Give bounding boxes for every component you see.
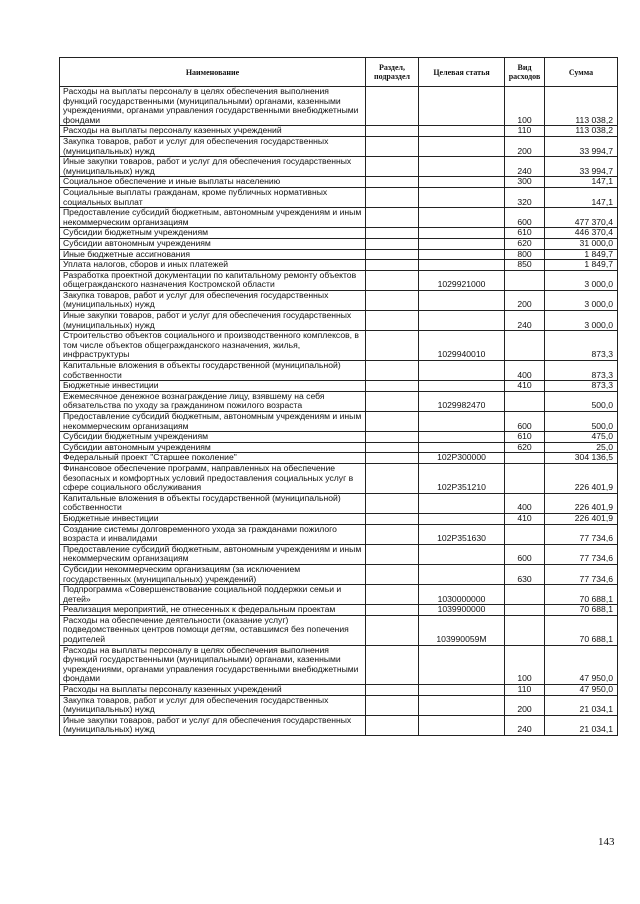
table-row <box>60 524 618 544</box>
table-row <box>60 270 618 290</box>
cell-kind: 620 <box>505 238 545 249</box>
table-row <box>60 187 618 207</box>
cell-sum: 21 034,1 <box>545 695 618 715</box>
cell-kind: 240 <box>505 311 545 331</box>
cell-sum: 226 401,9 <box>545 493 618 513</box>
cell-section <box>366 228 419 239</box>
cell-section <box>366 391 419 411</box>
cell-target <box>419 228 505 239</box>
cell-kind: 200 <box>505 290 545 310</box>
cell-target <box>419 442 505 453</box>
cell-name: Уплата налогов, сборов и иных платежей <box>60 260 366 271</box>
table-row <box>60 381 618 392</box>
cell-name: Предоставление субсидий бюджетным, автономным учреждениям и иным некоммерческим организациям <box>60 544 366 564</box>
cell-sum: 77 734,6 <box>545 544 618 564</box>
table-row <box>60 260 618 271</box>
table-row <box>60 157 618 177</box>
cell-target: 103990059М <box>419 615 505 645</box>
cell-target <box>419 412 505 432</box>
cell-name: Закупка товаров, работ и услуг для обеспечения государственных (муниципальных) нужд <box>60 290 366 310</box>
cell-section <box>366 381 419 392</box>
cell-kind <box>505 524 545 544</box>
cell-target <box>419 715 505 735</box>
cell-section <box>366 695 419 715</box>
cell-name: Подпрограмма «Совершенствование социальной поддержки семьи и детей» <box>60 585 366 605</box>
cell-target <box>419 695 505 715</box>
cell-name: Предоставление субсидий бюджетным, автономным учреждениям и иным некоммерческим организациям <box>60 412 366 432</box>
cell-target <box>419 290 505 310</box>
cell-section <box>366 493 419 513</box>
cell-target <box>419 157 505 177</box>
cell-name: Предоставление субсидий бюджетным, автономным учреждениям и иным некоммерческим организациям <box>60 208 366 228</box>
table-row <box>60 695 618 715</box>
cell-section <box>366 524 419 544</box>
cell-kind <box>505 391 545 411</box>
cell-name: Финансовое обеспечение программ, направленных на обеспечение безопасных и комфортных условий предоставления социальных услуг в сфере социального обслуживания <box>60 463 366 493</box>
header-sum: Сумма <box>545 58 618 87</box>
cell-kind: 400 <box>505 493 545 513</box>
table-row <box>60 311 618 331</box>
table-row <box>60 412 618 432</box>
cell-kind: 600 <box>505 544 545 564</box>
cell-target <box>419 432 505 443</box>
cell-kind: 100 <box>505 645 545 684</box>
cell-kind: 200 <box>505 695 545 715</box>
cell-target <box>419 513 505 524</box>
cell-sum: 3 000,0 <box>545 290 618 310</box>
cell-sum: 3 000,0 <box>545 311 618 331</box>
cell-kind: 610 <box>505 228 545 239</box>
table-row <box>60 177 618 188</box>
cell-sum: 70 688,1 <box>545 605 618 616</box>
cell-kind: 240 <box>505 715 545 735</box>
table-row <box>60 228 618 239</box>
cell-sum: 1 849,7 <box>545 249 618 260</box>
cell-section <box>366 564 419 584</box>
cell-target <box>419 493 505 513</box>
table-row <box>60 126 618 137</box>
header-target: Целевая статья <box>419 58 505 87</box>
cell-sum: 1 849,7 <box>545 260 618 271</box>
cell-name: Иные бюджетные ассигнования <box>60 249 366 260</box>
cell-kind: 610 <box>505 432 545 443</box>
cell-section <box>366 585 419 605</box>
cell-target: 102P351630 <box>419 524 505 544</box>
cell-sum: 226 401,9 <box>545 513 618 524</box>
cell-sum: 47 950,0 <box>545 645 618 684</box>
cell-kind <box>505 615 545 645</box>
cell-target <box>419 208 505 228</box>
cell-target: 1029921000 <box>419 270 505 290</box>
cell-section <box>366 249 419 260</box>
cell-target <box>419 685 505 696</box>
cell-kind: 400 <box>505 361 545 381</box>
cell-name: Субсидии автономным учреждениям <box>60 238 366 249</box>
cell-section <box>366 715 419 735</box>
cell-kind: 600 <box>505 412 545 432</box>
cell-sum: 21 034,1 <box>545 715 618 735</box>
cell-section <box>366 412 419 432</box>
cell-section <box>366 187 419 207</box>
cell-section <box>366 331 419 361</box>
table-row <box>60 463 618 493</box>
cell-target <box>419 260 505 271</box>
cell-section <box>366 513 419 524</box>
cell-sum: 113 038,2 <box>545 126 618 137</box>
cell-kind: 600 <box>505 208 545 228</box>
cell-name: Создание системы долговременного ухода за гражданами пожилого возраста и инвалидами <box>60 524 366 544</box>
cell-section <box>366 87 419 126</box>
cell-target <box>419 126 505 137</box>
cell-name: Закупка товаров, работ и услуг для обеспечения государственных (муниципальных) нужд <box>60 136 366 156</box>
cell-section <box>366 311 419 331</box>
cell-target <box>419 564 505 584</box>
cell-name: Иные закупки товаров, работ и услуг для обеспечения государственных (муниципальных) нужд <box>60 311 366 331</box>
cell-sum: 77 734,6 <box>545 524 618 544</box>
table-row <box>60 208 618 228</box>
cell-section <box>366 157 419 177</box>
budget-table-sheet <box>59 57 617 736</box>
cell-kind <box>505 463 545 493</box>
table-row <box>60 290 618 310</box>
cell-sum: 33 994,7 <box>545 136 618 156</box>
cell-name: Капитальные вложения в объекты государственной (муниципальной) собственности <box>60 493 366 513</box>
table-row <box>60 331 618 361</box>
cell-name: Разработка проектной документации по капитальному ремонту объектов общегражданского назначения Костромской области <box>60 270 366 290</box>
cell-target: 102P300000 <box>419 453 505 464</box>
cell-name: Капитальные вложения в объекты государственной (муниципальной) собственности <box>60 361 366 381</box>
table-row <box>60 605 618 616</box>
cell-kind: 200 <box>505 136 545 156</box>
cell-section <box>366 136 419 156</box>
table-row <box>60 249 618 260</box>
cell-kind: 110 <box>505 685 545 696</box>
table-header-row <box>60 58 618 87</box>
cell-section <box>366 270 419 290</box>
table-row <box>60 544 618 564</box>
cell-kind: 620 <box>505 442 545 453</box>
cell-name: Федеральный проект "Старшее поколение" <box>60 453 366 464</box>
cell-section <box>366 177 419 188</box>
table-row <box>60 493 618 513</box>
cell-sum: 873,3 <box>545 361 618 381</box>
table-body <box>60 87 618 736</box>
cell-name: Социальные выплаты гражданам, кроме публичных нормативных социальных выплат <box>60 187 366 207</box>
cell-name: Субсидии автономным учреждениям <box>60 442 366 453</box>
cell-name: Реализация мероприятий, не отнесенных к федеральным проектам <box>60 605 366 616</box>
cell-sum: 147,1 <box>545 187 618 207</box>
header-name: Наименование <box>60 58 366 87</box>
cell-sum: 873,3 <box>545 331 618 361</box>
cell-section <box>366 361 419 381</box>
cell-sum: 77 734,6 <box>545 564 618 584</box>
table-row <box>60 391 618 411</box>
cell-section <box>366 615 419 645</box>
cell-sum: 147,1 <box>545 177 618 188</box>
header-section: Раздел, подраздел <box>366 58 419 87</box>
cell-target: 1039900000 <box>419 605 505 616</box>
cell-section <box>366 605 419 616</box>
cell-section <box>366 260 419 271</box>
cell-name: Расходы на выплаты персоналу в целях обеспечения выполнения функций государственными (муниципальными) органами, казенными учреждениями, органами управления государственными внебюджетными фондами <box>60 87 366 126</box>
table-row <box>60 615 618 645</box>
table-row <box>60 238 618 249</box>
cell-sum: 47 950,0 <box>545 685 618 696</box>
cell-kind: 100 <box>505 87 545 126</box>
cell-target: 102P351210 <box>419 463 505 493</box>
cell-sum: 477 370,4 <box>545 208 618 228</box>
cell-target: 1029982470 <box>419 391 505 411</box>
cell-kind: 410 <box>505 381 545 392</box>
cell-sum: 873,3 <box>545 381 618 392</box>
cell-name: Закупка товаров, работ и услуг для обеспечения государственных (муниципальных) нужд <box>60 695 366 715</box>
cell-section <box>366 290 419 310</box>
cell-section <box>366 208 419 228</box>
cell-sum: 475,0 <box>545 432 618 443</box>
cell-sum: 25,0 <box>545 442 618 453</box>
table-row <box>60 87 618 126</box>
cell-sum: 33 994,7 <box>545 157 618 177</box>
table-row <box>60 136 618 156</box>
cell-name: Субсидии некоммерческим организациям (за исключением государственных (муниципальных) учреждений) <box>60 564 366 584</box>
cell-section <box>366 126 419 137</box>
cell-name: Расходы на выплаты персоналу казенных учреждений <box>60 126 366 137</box>
cell-kind <box>505 585 545 605</box>
cell-kind: 850 <box>505 260 545 271</box>
cell-name: Бюджетные инвестиции <box>60 513 366 524</box>
cell-kind <box>505 453 545 464</box>
table-row <box>60 453 618 464</box>
cell-sum: 226 401,9 <box>545 463 618 493</box>
cell-target <box>419 361 505 381</box>
cell-target <box>419 238 505 249</box>
cell-kind <box>505 331 545 361</box>
cell-target <box>419 187 505 207</box>
cell-target <box>419 249 505 260</box>
cell-name: Субсидии бюджетным учреждениям <box>60 432 366 443</box>
cell-target: 1029940010 <box>419 331 505 361</box>
table-row <box>60 361 618 381</box>
cell-name: Субсидии бюджетным учреждениям <box>60 228 366 239</box>
cell-name: Строительство объектов социального и производственного комплексов, в том числе объектов общегражданского назначения, жилья, инфраструктуры <box>60 331 366 361</box>
cell-target <box>419 645 505 684</box>
cell-kind: 630 <box>505 564 545 584</box>
cell-target <box>419 311 505 331</box>
table-row <box>60 645 618 684</box>
cell-name: Иные закупки товаров, работ и услуг для обеспечения государственных (муниципальных) нужд <box>60 715 366 735</box>
cell-kind: 240 <box>505 157 545 177</box>
cell-section <box>366 442 419 453</box>
cell-target <box>419 177 505 188</box>
cell-target <box>419 544 505 564</box>
cell-kind: 300 <box>505 177 545 188</box>
cell-sum: 500,0 <box>545 412 618 432</box>
cell-target <box>419 136 505 156</box>
cell-section <box>366 463 419 493</box>
cell-kind <box>505 270 545 290</box>
table-row <box>60 685 618 696</box>
table-row <box>60 442 618 453</box>
cell-target: 1030000000 <box>419 585 505 605</box>
cell-name: Бюджетные инвестиции <box>60 381 366 392</box>
cell-section <box>366 544 419 564</box>
cell-kind: 110 <box>505 126 545 137</box>
budget-table <box>59 57 618 736</box>
cell-section <box>366 432 419 443</box>
table-row <box>60 715 618 735</box>
cell-sum: 446 370,4 <box>545 228 618 239</box>
cell-sum: 70 688,1 <box>545 585 618 605</box>
cell-name: Расходы на выплаты персоналу в целях обеспечения выполнения функций государственными (муниципальными) органами, казенными учреждениями, органами управления государственными внебюджетными фондами <box>60 645 366 684</box>
cell-kind: 800 <box>505 249 545 260</box>
cell-section <box>366 645 419 684</box>
cell-sum: 500,0 <box>545 391 618 411</box>
cell-kind: 410 <box>505 513 545 524</box>
cell-sum: 304 136,5 <box>545 453 618 464</box>
table-row <box>60 513 618 524</box>
cell-sum: 113 038,2 <box>545 87 618 126</box>
header-kind: Вид расходов <box>505 58 545 87</box>
cell-sum: 31 000,0 <box>545 238 618 249</box>
cell-name: Расходы на выплаты персоналу казенных учреждений <box>60 685 366 696</box>
cell-name: Социальное обеспечение и иные выплаты населению <box>60 177 366 188</box>
cell-name: Расходы на обеспечение деятельности (оказание услуг) подведомственных центров помощи детям, оставшимся без попечения родителей <box>60 615 366 645</box>
cell-section <box>366 453 419 464</box>
cell-name: Ежемесячное денежное вознаграждение лицу, взявшему на себя обязательства по уходу за гражданином пожилого возраста <box>60 391 366 411</box>
table-row <box>60 585 618 605</box>
table-row <box>60 432 618 443</box>
cell-kind <box>505 605 545 616</box>
cell-sum: 70 688,1 <box>545 615 618 645</box>
cell-target <box>419 381 505 392</box>
page-number: 143 <box>598 836 615 848</box>
cell-section <box>366 238 419 249</box>
cell-name: Иные закупки товаров, работ и услуг для обеспечения государственных (муниципальных) нужд <box>60 157 366 177</box>
table-row <box>60 564 618 584</box>
cell-sum: 3 000,0 <box>545 270 618 290</box>
cell-kind: 320 <box>505 187 545 207</box>
cell-section <box>366 685 419 696</box>
cell-target <box>419 87 505 126</box>
